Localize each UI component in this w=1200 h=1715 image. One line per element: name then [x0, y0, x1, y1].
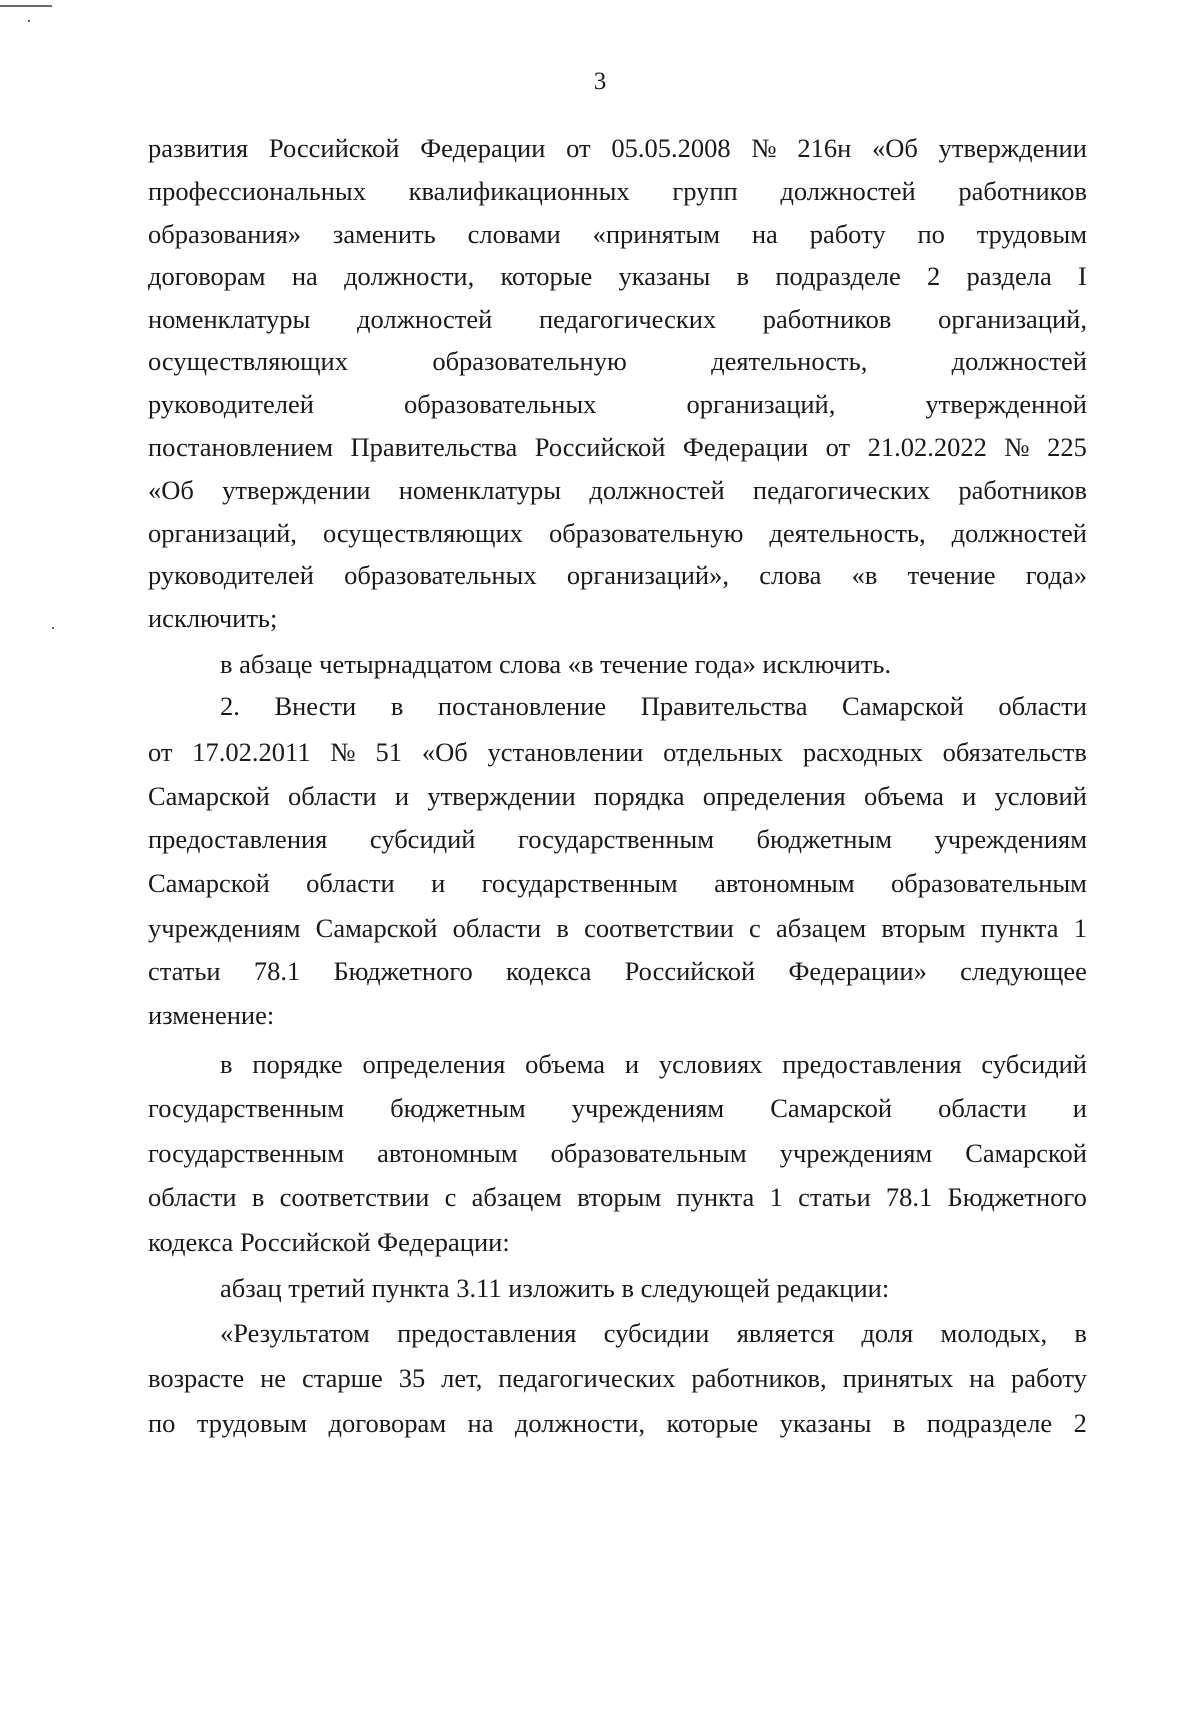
word: в — [556, 913, 569, 943]
word: области — [148, 1182, 237, 1212]
word: осуществляющих — [148, 346, 348, 376]
word: руководителей — [148, 389, 314, 419]
word: объема — [863, 781, 944, 811]
word: постановлением — [148, 432, 333, 462]
word: должностей — [589, 475, 725, 505]
text-line — [148, 558, 1087, 592]
word: заменить — [332, 219, 436, 249]
text-line — [148, 1406, 1087, 1440]
word: и — [1072, 1093, 1087, 1123]
word: организаций, — [686, 389, 836, 419]
word: вторым — [577, 1182, 662, 1212]
word: квалификационных — [408, 176, 630, 206]
word: Правительства — [640, 691, 808, 721]
text-line — [148, 174, 1087, 208]
word: от — [825, 432, 851, 462]
word: кодекса — [506, 956, 592, 986]
word: работников — [958, 176, 1087, 206]
word: Российской — [268, 133, 400, 163]
word: области — [306, 868, 395, 898]
word: должностей — [357, 304, 493, 334]
scan-dust-dot — [52, 627, 54, 629]
word: порядке — [252, 1049, 343, 1079]
word: отдельных — [663, 737, 784, 767]
word: области — [452, 913, 542, 943]
text-line — [148, 430, 1087, 464]
word: установлении — [487, 737, 644, 767]
word: автономным — [377, 1138, 518, 1168]
word: от — [566, 133, 591, 163]
word: которые — [500, 261, 593, 291]
word: должностей — [780, 176, 916, 206]
word: Самарской — [148, 868, 270, 898]
word: на — [467, 1408, 494, 1438]
word: образовательную — [432, 346, 627, 376]
word: образовательным — [891, 868, 1087, 898]
word: принятых — [842, 1363, 954, 1393]
word: работу — [809, 219, 886, 249]
word: утвержденной — [925, 389, 1087, 419]
word: «Об — [421, 737, 468, 767]
word: работников — [762, 304, 892, 334]
word: определения — [362, 1049, 506, 1079]
text-line — [148, 131, 1087, 165]
word: образовательным — [550, 1138, 747, 1168]
word: следующее — [960, 956, 1087, 986]
text-line — [148, 344, 1087, 378]
word: деятельность, — [711, 346, 868, 376]
word: 78.1 — [885, 1182, 933, 1212]
word: Российской — [624, 956, 756, 986]
word: образовательных — [344, 560, 537, 590]
word: Самарской — [148, 781, 270, 811]
word: статьи — [148, 956, 221, 986]
word: должности, — [514, 1408, 646, 1438]
word: работников — [958, 475, 1087, 505]
text-line — [148, 1180, 1087, 1214]
word: с — [749, 913, 761, 943]
word: предоставления — [397, 1318, 577, 1348]
word: и — [431, 868, 446, 898]
word: соответствии — [584, 913, 734, 943]
word: предоставления — [782, 1049, 962, 1079]
word: организаций», — [566, 560, 729, 590]
text-line — [148, 387, 1087, 421]
text-line — [220, 689, 1087, 723]
text-line — [148, 1091, 1087, 1125]
word: осуществляющих — [322, 518, 523, 548]
word: доля — [861, 1318, 914, 1348]
word: статьи — [798, 1182, 871, 1212]
word: лет, — [441, 1363, 483, 1393]
word: учреждениям — [779, 1138, 933, 1168]
word: должностей — [951, 346, 1087, 376]
word: утверждении — [222, 475, 371, 505]
word: 2 — [927, 261, 941, 291]
text-line — [220, 1316, 1087, 1350]
word: области — [998, 691, 1087, 721]
word: определения — [702, 781, 846, 811]
word: работу — [1011, 1363, 1087, 1393]
word: обязательств — [942, 737, 1087, 767]
word: по — [917, 219, 945, 249]
text-line: изменение: — [148, 1000, 275, 1030]
word: «в — [851, 560, 878, 590]
word: 216н — [797, 133, 852, 163]
word: объема — [525, 1049, 606, 1079]
word: развития — [148, 133, 249, 163]
word: 2 — [1073, 1408, 1087, 1438]
word: Самарской — [842, 691, 964, 721]
word: Внести — [274, 691, 357, 721]
text-line — [148, 302, 1087, 336]
word: подразделе — [775, 261, 901, 291]
word: 1 — [1073, 913, 1087, 943]
word: подразделе — [926, 1408, 1053, 1438]
word: указаны — [779, 1408, 872, 1438]
text-line — [148, 866, 1087, 900]
word: образования» — [148, 219, 302, 249]
word: № — [1004, 432, 1030, 462]
word: 51 — [375, 737, 402, 767]
word: государственным — [481, 868, 678, 898]
word: в — [736, 261, 750, 291]
word: старше — [301, 1363, 383, 1393]
word: на — [969, 1363, 996, 1393]
word: образовательных — [403, 389, 597, 419]
word: организаций, — [148, 518, 297, 548]
word: учреждениям — [934, 824, 1087, 854]
scan-edge-mark — [0, 5, 52, 7]
word: Федерации — [682, 432, 809, 462]
word: на — [751, 219, 778, 249]
word: субсидии — [603, 1318, 710, 1348]
word: молодых, — [940, 1318, 1048, 1348]
word: 1 — [769, 1182, 783, 1212]
word: в — [390, 691, 404, 721]
word: образовательную — [548, 518, 744, 548]
word: государственным — [148, 1093, 345, 1123]
word: раздела — [966, 261, 1052, 291]
word: учреждениям — [571, 1093, 725, 1123]
word: педагогических — [538, 304, 717, 334]
word: абзацем — [775, 913, 867, 943]
text-line — [148, 217, 1087, 251]
word: утверждении — [427, 781, 576, 811]
word: государственным — [148, 1138, 345, 1168]
word: абзацем — [471, 1182, 562, 1212]
word: и — [394, 781, 410, 811]
word: трудовым — [196, 1408, 308, 1438]
word: должностей — [951, 518, 1087, 548]
word: Самарской — [315, 913, 438, 943]
word: вторым — [881, 913, 966, 943]
word: на — [291, 261, 318, 291]
word: в — [892, 1408, 906, 1438]
text-line — [148, 1136, 1087, 1170]
word: бюджетным — [756, 824, 893, 854]
word: постановление — [437, 691, 607, 721]
word: «Об — [148, 475, 194, 505]
word: пункта — [980, 913, 1059, 943]
text-line — [148, 822, 1087, 856]
word: с — [444, 1182, 457, 1212]
word: 17.02.2011 — [192, 737, 311, 767]
word: в — [251, 1182, 265, 1212]
text-line: абзац третий пункта 3.11 изложить в следующей редакции: — [220, 1273, 890, 1303]
word: 05.05.2008 — [611, 133, 731, 163]
text-line — [148, 259, 1087, 293]
word: руководителей — [148, 560, 314, 590]
word: договорам — [328, 1408, 447, 1438]
word: в — [220, 1049, 233, 1079]
word: не — [260, 1363, 287, 1393]
text-line — [148, 516, 1087, 550]
word: Самарской — [770, 1093, 893, 1123]
word: от — [148, 737, 173, 767]
word: расходных — [802, 737, 923, 767]
word: в — [1074, 1318, 1087, 1348]
word: Бюджетного — [333, 956, 473, 986]
text-line — [148, 954, 1087, 988]
word: слова — [759, 560, 822, 590]
word: Российской — [534, 432, 666, 462]
word: течение — [907, 560, 996, 590]
word: № — [330, 737, 356, 767]
word: номенклатуры — [398, 475, 562, 505]
word: области — [938, 1093, 1027, 1123]
word: должности, — [344, 261, 475, 291]
text-line — [148, 1361, 1087, 1395]
word: 2. — [220, 691, 240, 721]
word: 78.1 — [253, 956, 301, 986]
word: I — [1078, 261, 1087, 291]
word: предоставления — [148, 824, 328, 854]
text-line — [148, 911, 1087, 945]
word: № — [751, 133, 777, 163]
page-number: 3 — [593, 68, 607, 95]
word: года» — [1025, 560, 1087, 590]
word: профессиональных — [148, 176, 366, 206]
word: педагогических — [498, 1363, 676, 1393]
word: групп — [672, 176, 738, 206]
text-line: кодекса Российской Федерации: — [148, 1227, 510, 1257]
word: субсидий — [369, 824, 476, 854]
word: субсидий — [981, 1049, 1087, 1079]
text-line: исключить; — [148, 603, 278, 633]
word: области — [288, 781, 377, 811]
word: пункта — [676, 1182, 755, 1212]
word: условий — [994, 781, 1087, 811]
word: работников, — [691, 1363, 827, 1393]
word: бюджетным — [390, 1093, 526, 1123]
word: и — [624, 1049, 640, 1079]
word: деятельность, — [769, 518, 926, 548]
word: порядка — [593, 781, 685, 811]
word: «принятым — [592, 219, 720, 249]
word: условиях — [658, 1049, 763, 1079]
word: словами — [467, 219, 561, 249]
text-line — [220, 1047, 1087, 1081]
word: государственным — [518, 824, 715, 854]
word: педагогических — [752, 475, 931, 505]
word: Бюджетного — [947, 1182, 1087, 1212]
word: 225 — [1047, 432, 1087, 462]
word: «Результатом — [220, 1318, 370, 1348]
text-line — [148, 473, 1087, 507]
word: номенклатуры — [148, 304, 311, 334]
word: утверждении — [938, 133, 1087, 163]
word: Правительства — [350, 432, 518, 462]
word: организаций, — [938, 304, 1087, 334]
word: 21.02.2022 — [867, 432, 987, 462]
word: Федерации — [420, 133, 546, 163]
text-line — [148, 779, 1087, 813]
word: указаны — [618, 261, 711, 291]
word: возрасте — [148, 1363, 245, 1393]
text-line — [148, 735, 1087, 769]
word: учреждениям — [148, 913, 301, 943]
word: по — [148, 1408, 176, 1438]
word: договорам — [148, 261, 266, 291]
word: автономным — [714, 868, 855, 898]
word: трудовым — [976, 219, 1087, 249]
word: которые — [666, 1408, 759, 1438]
word: Федерации» — [788, 956, 927, 986]
word: «Об — [872, 133, 918, 163]
word: 35 — [398, 1363, 426, 1393]
word: Самарской — [965, 1138, 1087, 1168]
word: и — [962, 781, 977, 811]
text-line: в абзаце четырнадцатом слова «в течение года» исключить. — [220, 649, 892, 679]
scan-dust-dot — [28, 20, 30, 22]
word: соответствии — [279, 1182, 430, 1212]
word: является — [736, 1318, 835, 1348]
